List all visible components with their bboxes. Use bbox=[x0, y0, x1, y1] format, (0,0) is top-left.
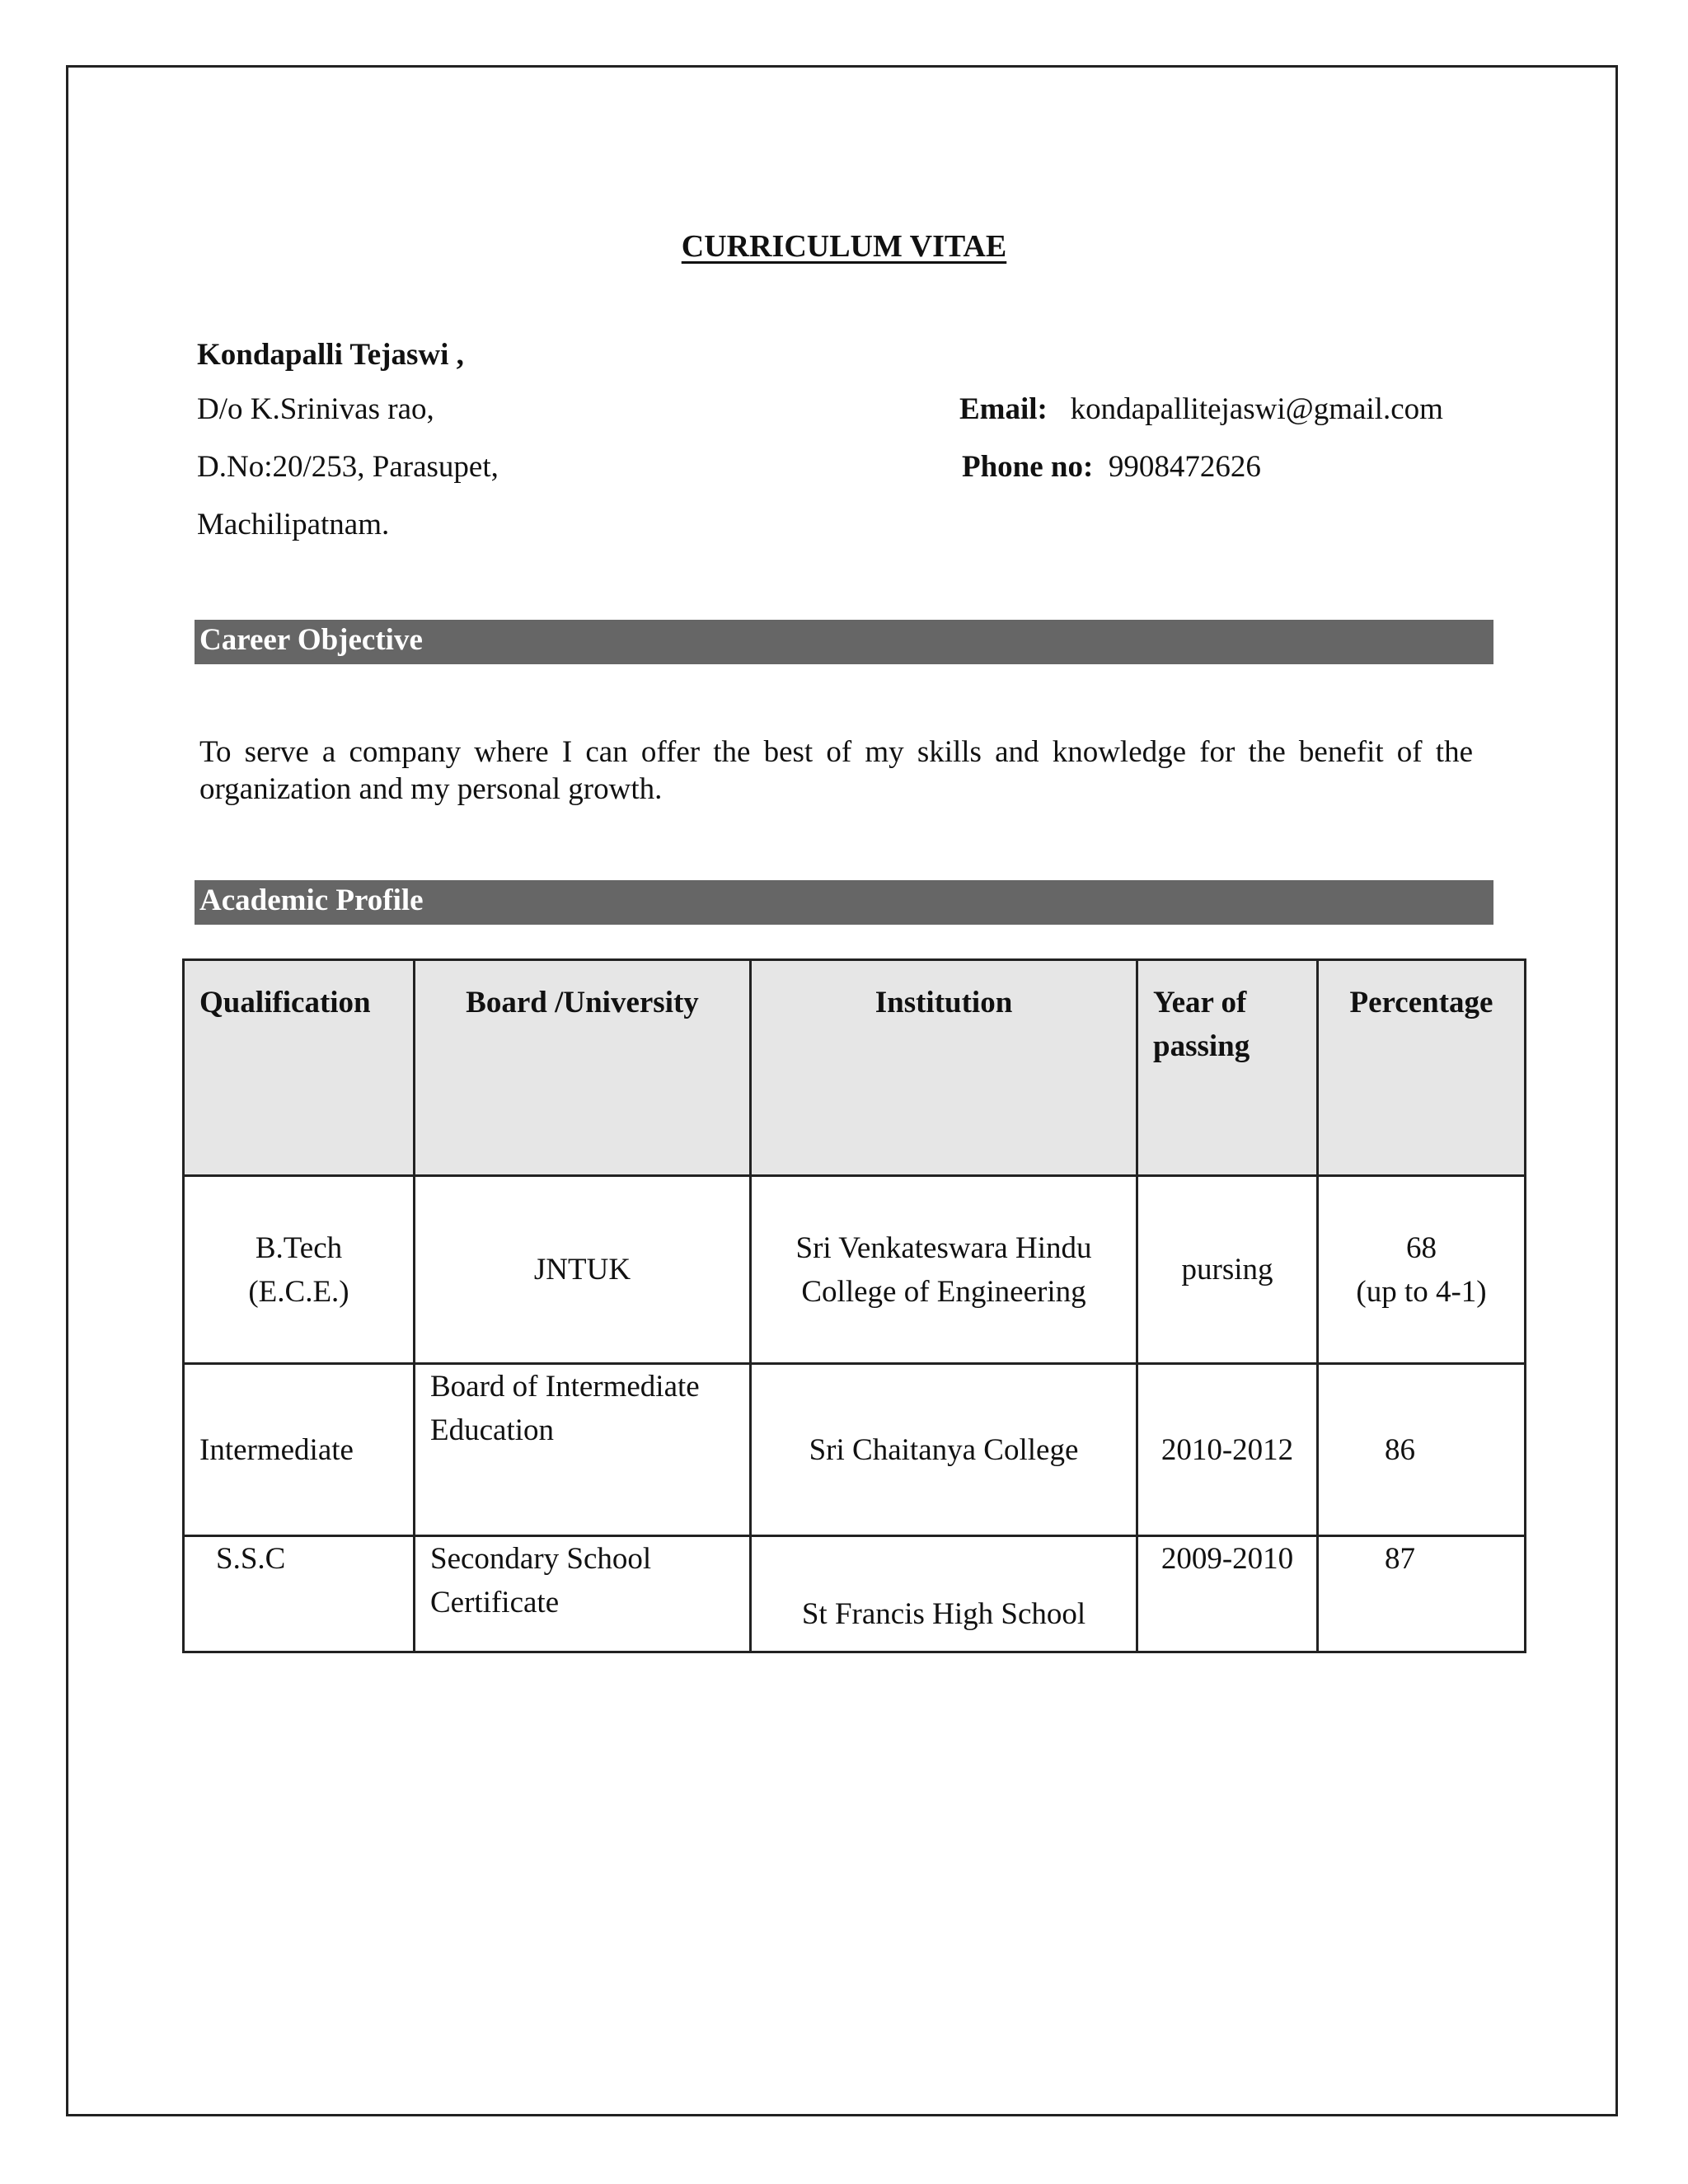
email-row bbox=[959, 391, 1443, 428]
table-row bbox=[184, 1364, 1526, 1536]
header-board-university: Board /University bbox=[415, 960, 751, 1176]
cell-year: pursing bbox=[1137, 1176, 1318, 1364]
email-label: Email: bbox=[959, 392, 1048, 426]
header-percentage: Percentage bbox=[1318, 960, 1526, 1176]
header-qualification: Qualification bbox=[184, 960, 415, 1176]
header-institution: Institution bbox=[751, 960, 1137, 1176]
phone-row bbox=[962, 449, 1261, 485]
table-row bbox=[184, 1176, 1526, 1364]
academic-profile-table bbox=[182, 958, 1526, 1653]
cell-institution: Sri Chaitanya College bbox=[751, 1364, 1137, 1536]
candidate-name: Kondapalli Tejaswi , bbox=[197, 338, 464, 372]
cell-year: 2009-2010 bbox=[1137, 1536, 1318, 1652]
cell-qualification: Intermediate bbox=[184, 1364, 415, 1536]
cell-percentage: 86 bbox=[1318, 1364, 1526, 1536]
header-year-of-passing: Year of passing bbox=[1137, 960, 1318, 1176]
email-value: kondapallitejaswi@gmail.com bbox=[1070, 392, 1443, 426]
cell-percentage: 68 (up to 4-1) bbox=[1318, 1176, 1526, 1364]
cell-institution: Sri Venkateswara Hindu College of Engineering bbox=[751, 1176, 1137, 1364]
table-header-row bbox=[184, 960, 1526, 1176]
career-objective-text: To serve a company where I can offer the best of my skills and knowledge for the benefit of the organization and my personal growth. bbox=[199, 735, 1473, 806]
section-header-academic-profile: Academic Profile bbox=[195, 880, 1493, 925]
address-line-1: D.No:20/253, Parasupet, bbox=[197, 450, 499, 484]
cell-board: JNTUK bbox=[415, 1176, 751, 1364]
cell-percentage: 87 bbox=[1318, 1536, 1526, 1652]
section-header-career-objective: Career Objective bbox=[195, 620, 1493, 664]
document-title: CURRICULUM VITAE bbox=[681, 229, 1007, 264]
table-row bbox=[184, 1536, 1526, 1652]
cell-qualification: S.S.C bbox=[184, 1536, 415, 1652]
address-line-2: Machilipatnam. bbox=[197, 508, 390, 541]
cell-board: Board of Intermediate Education bbox=[415, 1364, 751, 1536]
cell-board: Secondary School Certificate bbox=[415, 1536, 751, 1652]
phone-value: 9908472626 bbox=[1108, 450, 1261, 484]
cell-qualification: B.Tech (E.C.E.) bbox=[184, 1176, 415, 1364]
cell-year: 2010-2012 bbox=[1137, 1364, 1318, 1536]
relation-line: D/o K.Srinivas rao, bbox=[197, 392, 434, 426]
cell-institution: St Francis High School bbox=[751, 1536, 1137, 1652]
phone-label: Phone no: bbox=[962, 450, 1094, 484]
